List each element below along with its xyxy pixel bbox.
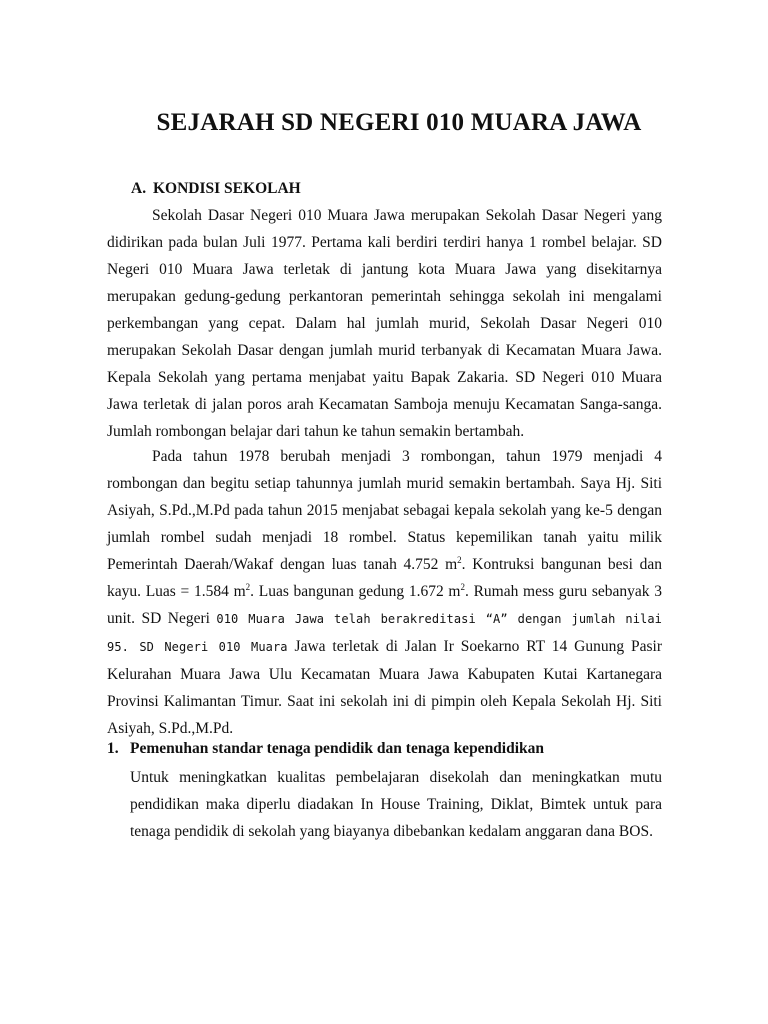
paragraph-2-part-1: Pada tahun 1978 berubah menjadi 3 rombongan, tahun 1979 menjadi 4 rombongan dan begitu setiap tahunnya jumlah murid semakin bertambah. Saya Hj. Siti Asiyah, S.Pd.,M.Pd pada tahun 2015 menjabat sebagai kepala sekolah yang ke-5 dengan jumlah rombel sudah menjadi 18 rombel. Status kepemilikan tanah yaitu milik Pemerintah Daerah/Wakaf dengan luas tanah 4.752 m bbox=[107, 448, 662, 573]
item-1-body: Untuk meningkatkan kualitas pembelajaran disekolah dan meningkatkan mutu pendidikan maka diperlu diadakan In House Training, Diklat, Bimtek untuk para tenaga pendidik di sekolah yang biayanya dibebankan kedalam anggaran dana BOS. bbox=[130, 769, 662, 840]
paragraph-2-part-2: . Kontruksi bangunan besi dan kayu. Luas = 1.584 m bbox=[107, 556, 662, 600]
paragraph-kondisi-2 bbox=[107, 443, 662, 742]
item-1-marker: 1. bbox=[107, 740, 119, 757]
paragraph-2-part-4: . Rumah mess guru sebanyak 3 unit. SD Negeri bbox=[107, 583, 663, 627]
paragraph-kondisi-1: Sekolah Dasar Negeri 010 Muara Jawa merupakan Sekolah Dasar Negeri yang didirikan pada bulan Juli 1977. Pertama kali berdiri terdiri hanya 1 rombel belajar. SD Negeri 010 Muara Jawa terletak di jantung kota Muara Jawa yang disekitarnya merupakan gedung-gedung perkantoran pemerintah sehingga sekolah ini mengalami perkembangan yang cepat. Dalam hal jumlah murid, Sekolah Dasar Negeri 010 merupakan Sekolah Dasar dengan jumlah murid terbanyak di Kecamatan Muara Jawa. Kepala Sekolah yang pertama menjabat yaitu Bapak Zakaria. SD Negeri 010 Muara Jawa terletak di jalan poros arah Kecamatan Samboja menuju Kecamatan Sanga-sanga. Jumlah rombongan belajar dari tahun ke tahun semakin bertambah. bbox=[107, 207, 662, 440]
section-a-heading-text: KONDISI SEKOLAH bbox=[153, 180, 301, 197]
section-a-heading bbox=[131, 180, 301, 198]
paragraph-2-part-5: Jawa terletak di Jalan Ir Soekarno RT 14 Gunung Pasir Kelurahan Muara Jawa Ulu Kecamatan Muara Jawa Kabupaten Kutai Kartanegara Provinsi Kalimantan Timur. Saat ini sekolah ini di pimpin oleh Kepala Sekolah Hj. Siti Asiyah, S.Pd.,M.Pd. bbox=[107, 638, 663, 737]
item-1-heading bbox=[107, 740, 544, 758]
document-title: SEJARAH SD NEGERI 010 MUARA JAWA bbox=[156, 109, 642, 136]
paragraph-2-accreditation-run: 010 Muara Jawa telah berakreditasi “A” dengan jumlah nilai 95. SD Negeri 010 Muara bbox=[107, 612, 662, 654]
paragraph-2-part-3: . Luas bangunan gedung 1.672 m bbox=[250, 583, 461, 600]
superscript-area-unit: 2 bbox=[245, 581, 251, 592]
section-a-marker: A. bbox=[131, 180, 147, 197]
item-1-heading-text: Pemenuhan standar tenaga pendidik dan tenaga kependidikan bbox=[130, 740, 545, 757]
superscript-area-unit: 2 bbox=[457, 554, 462, 565]
superscript-area-unit: 2 bbox=[460, 581, 465, 592]
